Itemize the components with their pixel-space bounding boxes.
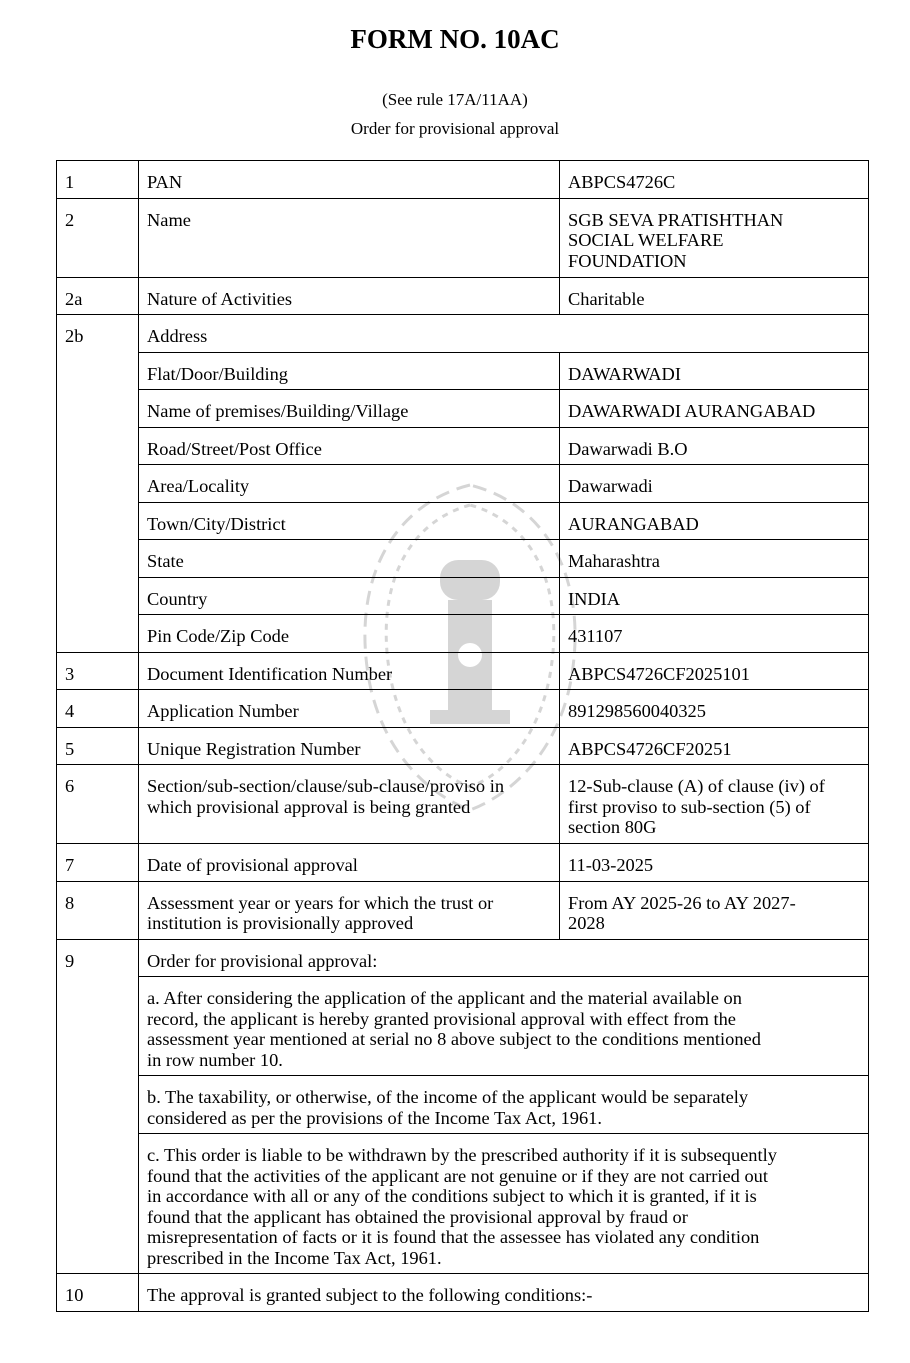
row-label: Address [139, 315, 869, 353]
document-id-value: ABPCS4726CF2025101 [560, 652, 869, 690]
row-label: Name [139, 198, 560, 277]
row-number: 6 [57, 765, 139, 844]
form-title: FORM NO. 10AC [350, 24, 560, 54]
row-label: Unique Registration Number [139, 727, 560, 765]
form-subtitle: Order for provisional approval [350, 119, 560, 138]
row-label: The approval is granted subject to the following conditions:- [139, 1274, 869, 1312]
provisional-approval-table [56, 160, 869, 1312]
address-value: INDIA [560, 577, 869, 615]
order-clause-row [57, 1134, 869, 1274]
row-number: 8 [57, 881, 139, 939]
application-number-value: 891298560040325 [560, 690, 869, 728]
row-number: 9 [57, 939, 139, 1274]
table-row [57, 315, 869, 353]
row-label: Date of provisional approval [139, 844, 560, 882]
table-row [57, 161, 869, 199]
row-number: 7 [57, 844, 139, 882]
name-value: SGB SEVA PRATISHTHAN SOCIAL WELFARE FOUNDATION [560, 198, 869, 277]
approval-date-value: 11-03-2025 [560, 844, 869, 882]
row-number: 1 [57, 161, 139, 199]
address-row [57, 615, 869, 653]
address-value: Dawarwadi B.O [560, 427, 869, 465]
row-number: 3 [57, 652, 139, 690]
address-label: State [139, 540, 560, 578]
row-number: 4 [57, 690, 139, 728]
order-clause-row [57, 977, 869, 1076]
table-row [57, 765, 869, 844]
table-row [57, 727, 869, 765]
row-label: Order for provisional approval: [139, 939, 869, 977]
form-rule-reference: (See rule 17A/11AA) [382, 90, 528, 109]
nature-of-activities-value: Charitable [560, 277, 869, 315]
address-row [57, 390, 869, 428]
table-row [57, 690, 869, 728]
table-row [57, 939, 869, 977]
address-row [57, 465, 869, 503]
address-row [57, 540, 869, 578]
order-clause-b: b. The taxability, or otherwise, of the income of the applicant would be separately considered as per the provisions of the Income Tax Act, 1961. [139, 1076, 869, 1134]
row-number: 2 [57, 198, 139, 277]
table-row [57, 198, 869, 277]
row-number: 2a [57, 277, 139, 315]
table-row [57, 881, 869, 939]
table-row [57, 1274, 869, 1312]
address-row [57, 427, 869, 465]
table-row [57, 844, 869, 882]
row-label: Application Number [139, 690, 560, 728]
address-value: Dawarwadi [560, 465, 869, 503]
row-label: Document Identification Number [139, 652, 560, 690]
address-row [57, 352, 869, 390]
row-label: Nature of Activities [139, 277, 560, 315]
address-value: DAWARWADI [560, 352, 869, 390]
address-label: Country [139, 577, 560, 615]
address-label: Road/Street/Post Office [139, 427, 560, 465]
row-label: Assessment year or years for which the trust or institution is provisionally approved [139, 881, 560, 939]
order-clause-a: a. After considering the application of the applicant and the material available on record, the applicant is hereby granted provisional approval with effect from the assessment year mentioned at serial no 8 above subject to the conditions mentioned in row number 10. [139, 977, 869, 1076]
table-row [57, 277, 869, 315]
address-label: Name of premises/Building/Village [139, 390, 560, 428]
order-clause-c: c. This order is liable to be withdrawn by the prescribed authority if it is subsequently found that the activities of the applicant are not genuine or if they are not carried out in accordance with all or any of the conditions subject to which it is granted, if it is found that the applicant has obtained the provisional approval by fraud or misrepresentation of facts or it is found that the assessee has violated any condition prescribed in the Income Tax Act, 1961. [139, 1134, 869, 1274]
address-value: 431107 [560, 615, 869, 653]
address-row [57, 577, 869, 615]
address-value: DAWARWADI AURANGABAD [560, 390, 869, 428]
address-label: Pin Code/Zip Code [139, 615, 560, 653]
row-label: Section/sub-section/clause/sub-clause/proviso in which provisional approval is being granted [139, 765, 560, 844]
address-row [57, 502, 869, 540]
pan-value: ABPCS4726C [560, 161, 869, 199]
row-number: 2b [57, 315, 139, 653]
address-label: Area/Locality [139, 465, 560, 503]
address-value: AURANGABAD [560, 502, 869, 540]
row-label: PAN [139, 161, 560, 199]
address-label: Town/City/District [139, 502, 560, 540]
assessment-years-value: From AY 2025-26 to AY 2027- 2028 [560, 881, 869, 939]
table-row [57, 652, 869, 690]
address-label: Flat/Door/Building [139, 352, 560, 390]
order-clause-row [57, 1076, 869, 1134]
urn-value: ABPCS4726CF20251 [560, 727, 869, 765]
row-number: 10 [57, 1274, 139, 1312]
section-value: 12-Sub-clause (A) of clause (iv) of first proviso to sub-section (5) of section 80G [560, 765, 869, 844]
row-number: 5 [57, 727, 139, 765]
address-value: Maharashtra [560, 540, 869, 578]
